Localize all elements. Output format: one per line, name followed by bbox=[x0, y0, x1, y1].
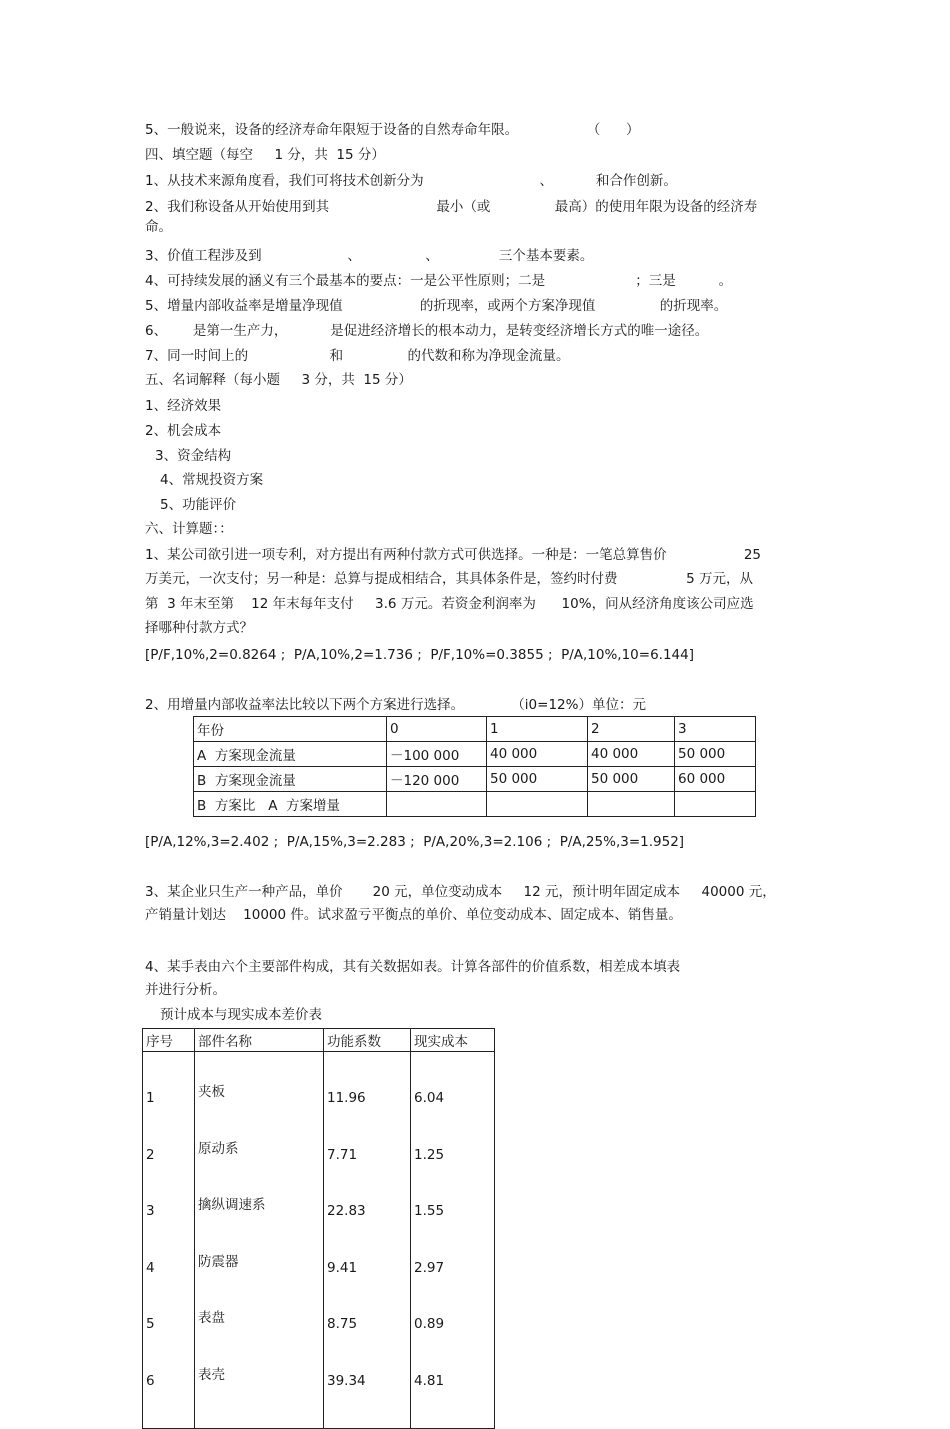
calc-q4-line2: 并进行分析。 bbox=[145, 982, 226, 998]
table-cell: －100 000 bbox=[387, 742, 487, 767]
section-4-heading: 四、填空题（每空 1 分，共 15 分） bbox=[145, 147, 385, 163]
table-cell: B 方案比 A 方案增量 bbox=[194, 792, 387, 817]
table-cell: 40 000 bbox=[588, 742, 675, 767]
calc-q3-line2: 产销量计划达 10000 件。试求盈亏平衡点的单价、单位变动成本、固定成本、销售量。 bbox=[145, 907, 682, 923]
term-1: 1、经济效果 bbox=[145, 398, 222, 414]
table-cell: B 方案现金流量 bbox=[194, 767, 387, 792]
fill-q6: 6、 是第一生产力， 是促进经济增长的根本动力，是转变经济增长方式的唯一途径。 bbox=[145, 323, 709, 339]
table-cell: 2.97 bbox=[414, 1259, 445, 1276]
table-cell: 0.89 bbox=[414, 1316, 445, 1333]
function-coef-column bbox=[324, 1052, 411, 1429]
term-5: 5、功能评价 bbox=[160, 497, 237, 513]
table-cell: 39.34 bbox=[327, 1372, 366, 1389]
header-cell: 序号 bbox=[143, 1029, 195, 1052]
table-cell: A 方案现金流量 bbox=[194, 742, 387, 767]
fill-q1: 1、从技术来源角度看，我们可将技术创新分为 、 和合作创新。 bbox=[145, 173, 677, 189]
name-column bbox=[195, 1052, 324, 1429]
term-2: 2、机会成本 bbox=[145, 423, 222, 439]
fill-q2: 2、我们称设备从开始使用到其 最小（或 最高）的使用年限为设备的经济寿 bbox=[145, 199, 758, 215]
table-row bbox=[194, 792, 756, 817]
table-cell: 0 bbox=[387, 717, 487, 742]
section-6-heading: 六、计算题：： bbox=[145, 521, 233, 537]
calc-q1-line3: 第 3 年末至第 12 年末每年支付 3.6 万元。若资金利润率为 10%，问从经济角度该公司应选 bbox=[145, 596, 754, 612]
table-cell: 11.96 bbox=[327, 1090, 366, 1106]
table-cell: 表壳 bbox=[198, 1366, 225, 1383]
table-cell: 22.83 bbox=[327, 1203, 366, 1220]
table-cell: 50 000 bbox=[487, 767, 588, 792]
table-cell: 50 000 bbox=[675, 742, 756, 767]
table-cell: 防震器 bbox=[198, 1253, 239, 1270]
header-cell: 现实成本 bbox=[411, 1029, 495, 1052]
table-row bbox=[194, 767, 756, 792]
table-cell: 表盘 bbox=[198, 1310, 225, 1327]
table-cell: 1 bbox=[146, 1090, 155, 1106]
table-cell: 7.71 bbox=[327, 1146, 358, 1163]
table-cell: 年份 bbox=[194, 717, 387, 742]
seq-column bbox=[143, 1052, 195, 1429]
judgement-q5: 5、一般说来，设备的经济寿命年限短于设备的自然寿命年限。 （ ） bbox=[145, 122, 640, 138]
table-cell: 4.81 bbox=[414, 1372, 445, 1389]
table-cell bbox=[588, 792, 675, 817]
fill-q5: 5、增量内部收益率是增量净现值 的折现率，或两个方案净现值 的折现率。 bbox=[145, 298, 728, 314]
section-5-heading: 五、名词解释（每小题 3 分，共 15 分） bbox=[145, 372, 412, 388]
table-cell: －120 000 bbox=[387, 767, 487, 792]
cost-table bbox=[142, 1028, 495, 1429]
table-cell: 5 bbox=[146, 1316, 155, 1333]
table-cell: 6 bbox=[146, 1372, 155, 1389]
table-cell: 4 bbox=[146, 1259, 155, 1276]
table-cell: 1.25 bbox=[414, 1146, 445, 1163]
table-cell bbox=[387, 792, 487, 817]
table-cell: 8.75 bbox=[327, 1316, 358, 1333]
table-cell: 60 000 bbox=[675, 767, 756, 792]
table-body-row bbox=[143, 1052, 495, 1429]
calc-q3-line1: 3、某企业只生产一种产品，单价 20 元，单位变动成本 12 元，预计明年固定成本 40000 元， bbox=[145, 884, 776, 900]
calc-q2-line1: 2、用增量内部收益率法比较以下两个方案进行选择。 （i0=12%）单位：元 bbox=[145, 697, 646, 713]
table-cell: 原动系 bbox=[198, 1140, 239, 1157]
calc-q1-factors: [P/F,10%,2=0.8264 ; P/A,10%,2=1.736 ; P/F,10%=0.3855 ; P/A,10%,10=6.144] bbox=[145, 647, 694, 663]
table-cell: 2 bbox=[146, 1146, 155, 1163]
calc-q4-line1: 4、某手表由六个主要部件构成，其有关数据如表。计算各部件的价值系数，相差成本填表 bbox=[145, 959, 681, 975]
table4-caption: 预计成本与现实成本差价表 bbox=[160, 1007, 322, 1023]
fill-q4: 4、可持续发展的涵义有三个最基本的要点：一是公平性原则；二是 ；三是 。 bbox=[145, 273, 733, 289]
table-cell: 1.55 bbox=[414, 1203, 445, 1220]
table-cell bbox=[675, 792, 756, 817]
header-cell: 部件名称 bbox=[195, 1029, 324, 1052]
calc-q1-line1: 1、某公司欲引进一项专利，对方提出有两种付款方式可供选择。一种是：一笔总算售价 25 bbox=[145, 547, 762, 563]
table-cell: 3 bbox=[146, 1203, 155, 1220]
calc-q1-line4: 择哪种付款方式？ bbox=[145, 620, 253, 636]
table-row bbox=[194, 717, 756, 742]
table-row bbox=[194, 742, 756, 767]
table-header-row bbox=[143, 1029, 495, 1052]
table-cell bbox=[487, 792, 588, 817]
term-4: 4、常规投资方案 bbox=[160, 472, 264, 488]
calc-q2-factors: [P/A,12%,3=2.402 ; P/A,15%,3=2.283 ; P/A,20%,3=2.106 ; P/A,25%,3=1.952] bbox=[145, 834, 685, 850]
actual-cost-column bbox=[411, 1052, 495, 1429]
table-cell: 擒纵调速系 bbox=[198, 1197, 266, 1214]
table-cell: 6.04 bbox=[414, 1090, 445, 1106]
fill-q3: 3、价值工程涉及到 、 、 三个基本要素。 bbox=[145, 248, 594, 264]
table-cell: 夹板 bbox=[198, 1084, 225, 1100]
fill-q7: 7、同一时间上的 和 的代数和称为净现金流量。 bbox=[145, 348, 570, 364]
table-cell: 9.41 bbox=[327, 1259, 358, 1276]
table-cell: 3 bbox=[675, 717, 756, 742]
fill-q2-cont: 命。 bbox=[145, 219, 172, 235]
cashflow-table bbox=[193, 716, 756, 817]
table-cell: 40 000 bbox=[487, 742, 588, 767]
calc-q1-line2: 万美元，一次支付；另一种是：总算与提成相结合，其具体条件是，签约时付费 5 万元，从 bbox=[145, 571, 754, 587]
table-cell: 50 000 bbox=[588, 767, 675, 792]
header-cell: 功能系数 bbox=[324, 1029, 411, 1052]
table-cell: 1 bbox=[487, 717, 588, 742]
term-3: 3、资金结构 bbox=[155, 448, 232, 464]
table-cell: 2 bbox=[588, 717, 675, 742]
